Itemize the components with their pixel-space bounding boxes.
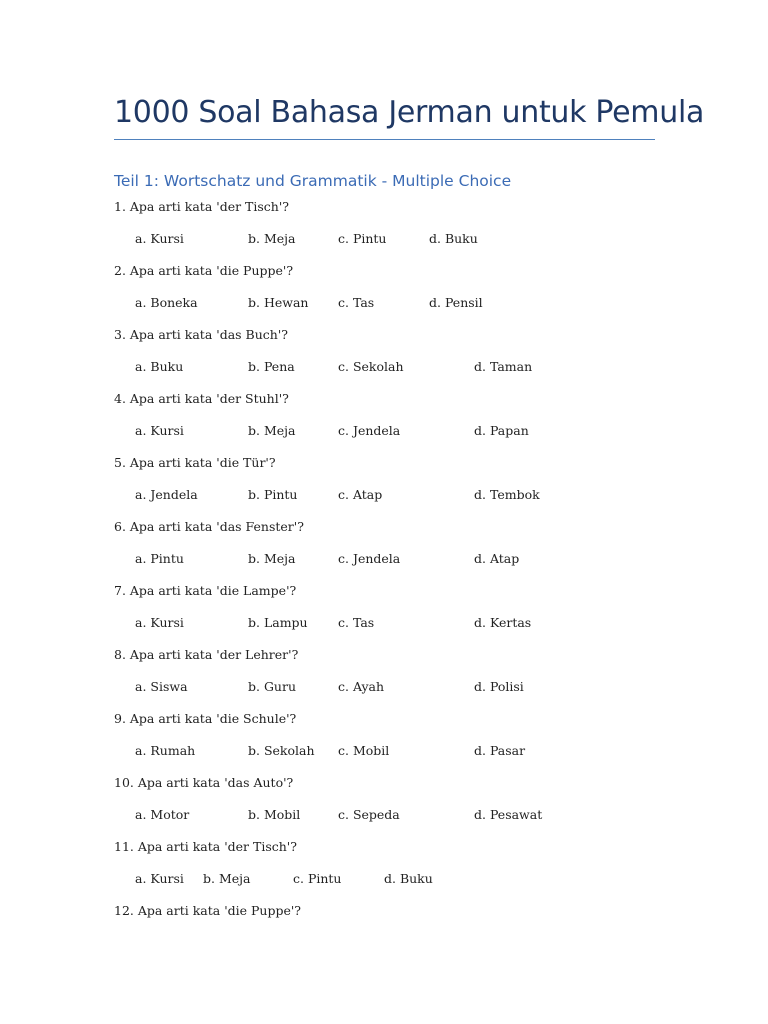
option-d: d. Tembok	[474, 487, 540, 502]
option-b: b. Lampu	[248, 615, 308, 630]
question-text: 10. Apa arti kata 'das Auto'?	[114, 775, 294, 790]
option-b: b. Mobil	[248, 807, 301, 822]
option-a: a. Kursi	[135, 423, 184, 438]
option-c: c. Tas	[338, 295, 375, 310]
question-text: 5. Apa arti kata 'die Tür'?	[114, 455, 276, 470]
option-b: b. Hewan	[248, 295, 309, 310]
option-d: d. Pensil	[429, 295, 483, 310]
option-d: d. Taman	[474, 359, 533, 374]
option-a: a. Motor	[135, 807, 190, 822]
option-c: c. Sepeda	[338, 807, 400, 822]
option-c: c. Ayah	[338, 679, 385, 694]
question-text: 12. Apa arti kata 'die Puppe'?	[114, 903, 302, 918]
option-c: c. Atap	[338, 487, 383, 502]
option-d: d. Atap	[474, 551, 520, 566]
option-c: c. Jendela	[338, 551, 401, 566]
option-b: b. Pintu	[248, 487, 298, 502]
page-title: 1000 Soal Bahasa Jerman untuk Pemula	[114, 95, 705, 130]
option-b: b. Meja	[248, 551, 296, 566]
option-a: a. Siswa	[135, 679, 188, 694]
option-b: b. Meja	[248, 423, 296, 438]
option-c: c. Pintu	[338, 231, 387, 246]
question-text: 11. Apa arti kata 'der Tisch'?	[114, 839, 297, 854]
question-text: 3. Apa arti kata 'das Buch'?	[114, 327, 288, 342]
option-b: b. Guru	[248, 679, 297, 694]
option-a: a. Pintu	[135, 551, 184, 566]
option-b: b. Meja	[203, 871, 251, 886]
question-text: 6. Apa arti kata 'das Fenster'?	[114, 519, 304, 534]
option-a: a. Boneka	[135, 295, 198, 310]
section-heading: Teil 1: Wortschatz und Grammatik - Multiple Choice	[114, 172, 512, 190]
option-c: c. Tas	[338, 615, 375, 630]
option-a: a. Jendela	[135, 487, 198, 502]
option-a: a. Rumah	[135, 743, 196, 758]
option-d: d. Buku	[429, 231, 478, 246]
option-c: c. Pintu	[293, 871, 342, 886]
option-d: d. Buku	[384, 871, 433, 886]
question-text: 2. Apa arti kata 'die Puppe'?	[114, 263, 294, 278]
option-d: d. Pesawat	[474, 807, 543, 822]
option-a: a. Kursi	[135, 871, 184, 886]
option-a: a. Kursi	[135, 615, 184, 630]
title-underline	[114, 139, 655, 140]
question-text: 1. Apa arti kata 'der Tisch'?	[114, 199, 289, 214]
question-text: 8. Apa arti kata 'der Lehrer'?	[114, 647, 299, 662]
question-text: 7. Apa arti kata 'die Lampe'?	[114, 583, 297, 598]
option-b: b. Sekolah	[248, 743, 315, 758]
option-b: b. Pena	[248, 359, 295, 374]
option-c: c. Mobil	[338, 743, 390, 758]
option-c: c. Jendela	[338, 423, 401, 438]
option-d: d. Kertas	[474, 615, 532, 630]
option-b: b. Meja	[248, 231, 296, 246]
question-text: 4. Apa arti kata 'der Stuhl'?	[114, 391, 289, 406]
option-d: d. Pasar	[474, 743, 526, 758]
option-d: d. Polisi	[474, 679, 524, 694]
question-text: 9. Apa arti kata 'die Schule'?	[114, 711, 297, 726]
option-c: c. Sekolah	[338, 359, 404, 374]
option-a: a. Kursi	[135, 231, 184, 246]
option-d: d. Papan	[474, 423, 529, 438]
option-a: a. Buku	[135, 359, 184, 374]
